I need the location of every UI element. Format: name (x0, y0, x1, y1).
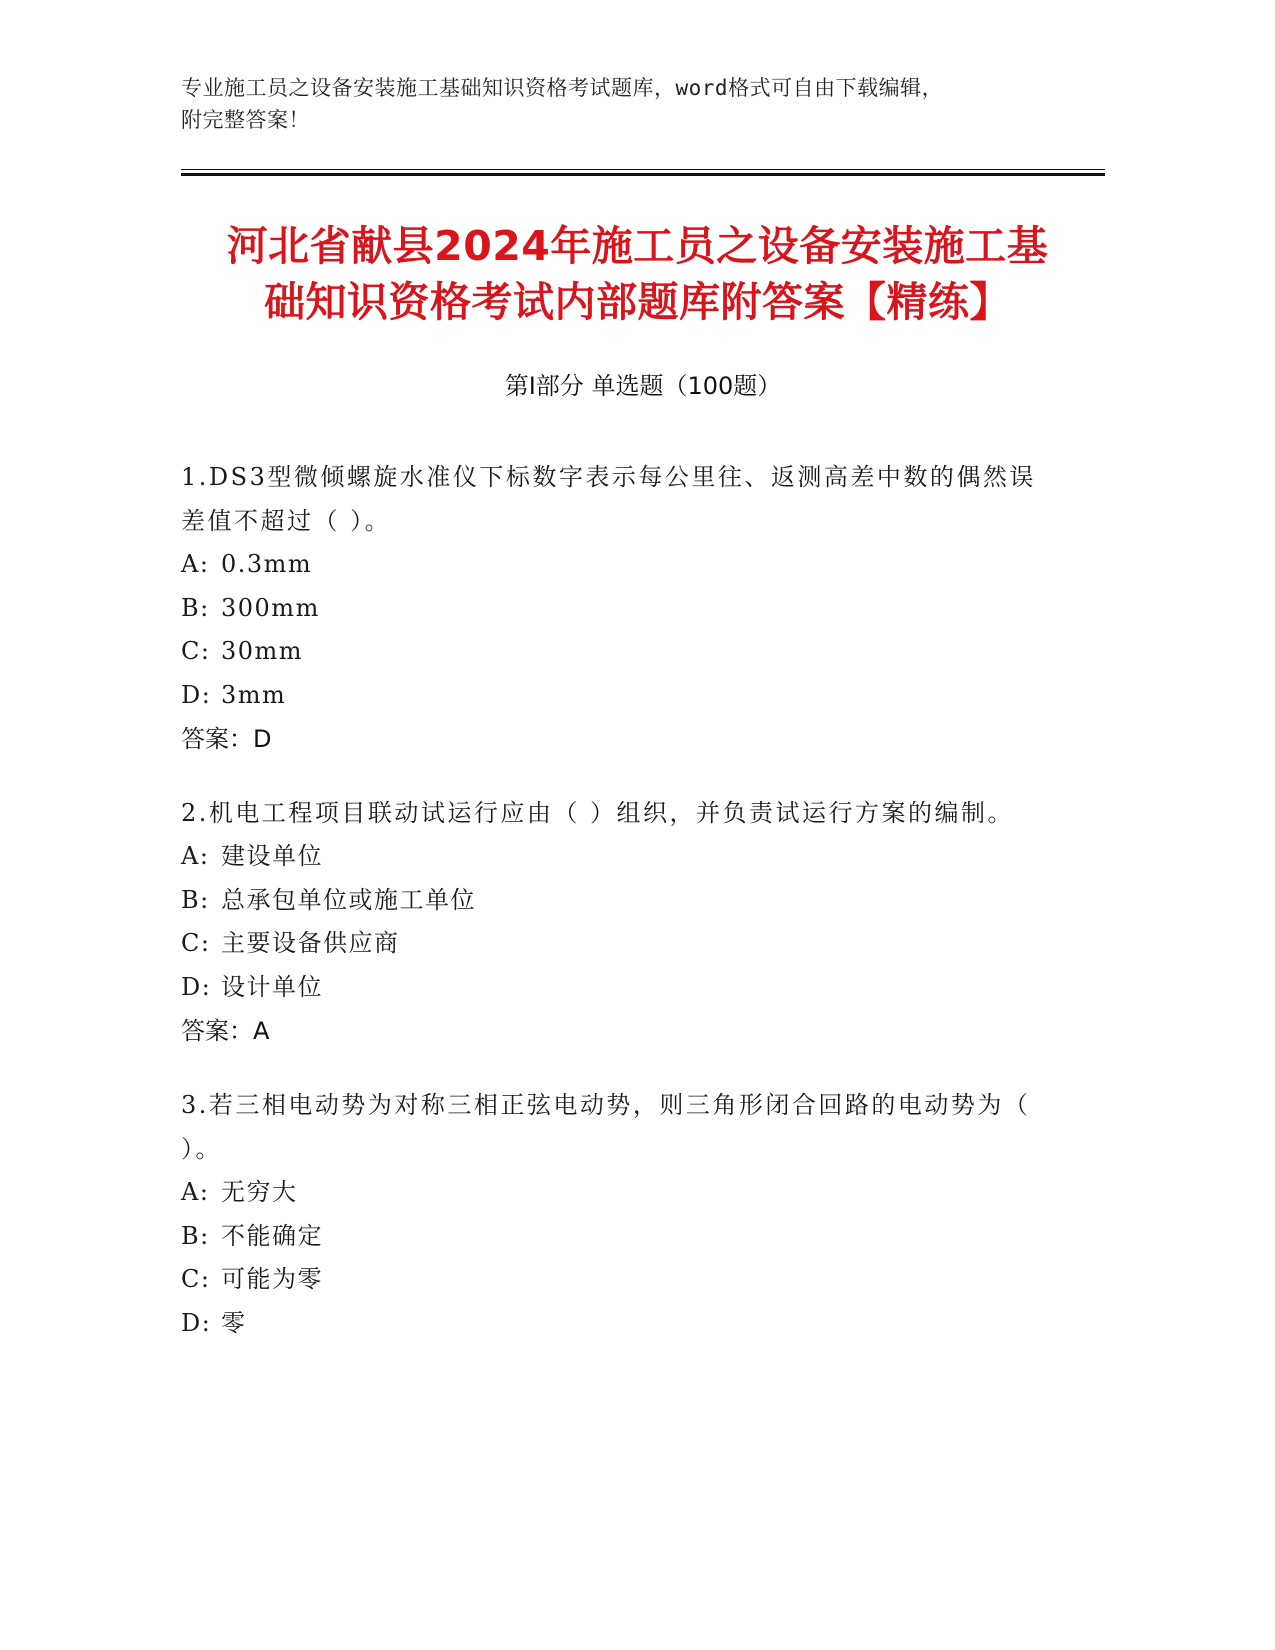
option-text: 零 (221, 1308, 247, 1337)
header-rule-thin (181, 169, 1105, 170)
option-text: 3mm (221, 680, 287, 709)
question-list (181, 455, 1041, 1375)
option-a (181, 835, 1041, 879)
option-a (181, 543, 1041, 587)
option-b (181, 587, 1041, 631)
option-text: 0.3mm (221, 550, 313, 578)
header-note-line-1: 专业施工员之设备安装施工基础知识资格考试题库，word格式可自由下载编辑， (181, 76, 944, 100)
option-text: 总承包单位或施工单位 (221, 885, 476, 914)
option-d (181, 966, 1041, 1010)
question-stem: 2.机电工程项目联动试运行应由（ ）组织，并负责试运行方案的编制。 (181, 799, 1015, 827)
option-letter: B: (181, 593, 210, 622)
document-title-line-2: 础知识资格考试内部题库附答案【精练】 (264, 278, 1011, 326)
option-text: 建设单位 (221, 842, 323, 870)
option-d (181, 1302, 1041, 1346)
option-b (181, 1215, 1041, 1259)
option-a (181, 1171, 1041, 1215)
option-text: 300mm (221, 593, 320, 622)
option-text: 设计单位 (221, 972, 323, 1001)
option-c (181, 630, 1041, 674)
question-1 (181, 455, 1041, 761)
option-letter: A: (181, 1178, 210, 1206)
option-d (181, 674, 1041, 718)
option-letter: D: (181, 1308, 212, 1337)
option-letter: D: (181, 680, 212, 709)
answer-text: 答案：D (181, 725, 272, 753)
option-text: 可能为零 (221, 1265, 323, 1293)
section-title: 第Ⅰ部分 单选题（100题） (504, 372, 782, 400)
option-letter: B: (181, 1221, 210, 1250)
question-stem: 3.若三相电动势为对称三相正弦电动势，则三角形闭合回路的电动势为（ ）。 (181, 1091, 1031, 1163)
option-letter: C: (181, 637, 211, 665)
answer-text: 答案：A (181, 1017, 270, 1045)
option-letter: B: (181, 885, 210, 914)
header-rule-thick (181, 173, 1105, 176)
document-title-line-1: 河北省献县2024年施工员之设备安装施工基 (226, 222, 1049, 270)
option-letter: C: (181, 1265, 211, 1293)
option-text: 无穷大 (221, 1178, 298, 1206)
header-note-line-2: 附完整答案！ (181, 108, 310, 132)
question-2 (181, 791, 1041, 1053)
option-letter: A: (181, 842, 210, 870)
option-letter: A: (181, 550, 210, 578)
document-title (160, 218, 1115, 330)
option-text: 30mm (221, 637, 304, 665)
question-3 (181, 1083, 1041, 1345)
option-text: 不能确定 (221, 1221, 323, 1250)
header-note (181, 72, 1081, 136)
option-c (181, 1258, 1041, 1302)
option-b (181, 879, 1041, 923)
option-text: 主要设备供应商 (221, 929, 400, 957)
question-stem: 1.DS3型微倾螺旋水准仪下标数字表示每公里往、返测高差中数的偶然误差值不超过（ ）。 (181, 463, 1036, 535)
option-letter: C: (181, 929, 211, 957)
option-letter: D: (181, 972, 212, 1001)
option-c (181, 922, 1041, 966)
